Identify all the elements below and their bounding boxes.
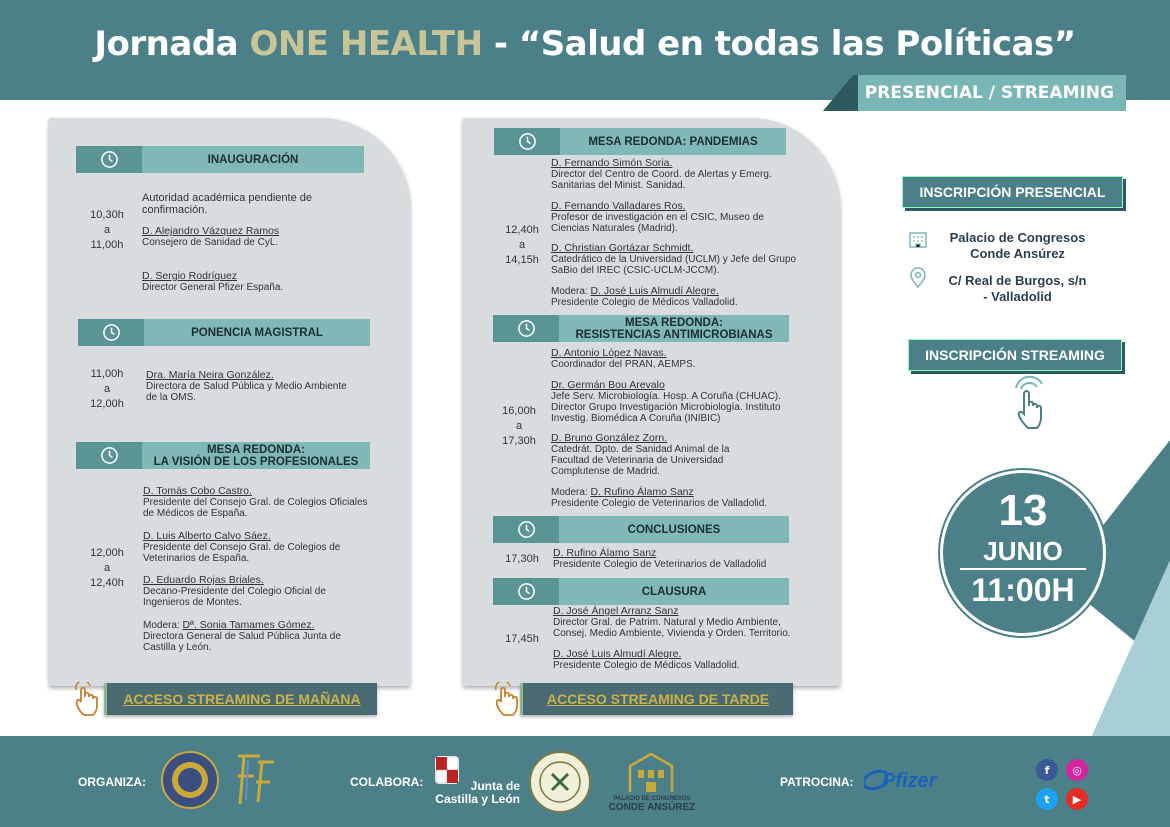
time-range: 16,00h a 17,30h (502, 405, 536, 447)
speaker-entry: Modera: Dª. Sonia Tamames Gómez. Directora General de Salud Pública Junta de Castilla y León. (143, 619, 341, 653)
afternoon-streaming-link[interactable]: ACCESO STREAMING DE TARDE (520, 683, 793, 715)
speaker-entry: D. Christian Gortázar Schmidt. Catedrático de la Universidad (UCLM) y Jefe del Grupo SaBio del IREC (CSIC-UCLM-JCCM). (551, 242, 797, 276)
location-pin-icon (908, 267, 928, 289)
clock-icon (493, 315, 559, 342)
junta-logo-text: Junta de Castilla y León (435, 779, 520, 806)
section-title: MESA REDONDA: LA VISIÓN DE LOS PROFESIONALES (142, 442, 370, 469)
organiza-label: ORGANIZA: (78, 775, 146, 789)
speaker-entry: D. Rufino Álamo Sanz Presidente Colegio de Veterinarios de Valladolid (553, 547, 767, 570)
time-range: 11,00h a 12,00h (90, 368, 124, 410)
speaker-entry: D. José Luis Almudí Alegre. Presidente Colegio de Médicos Valladolid. (553, 648, 740, 671)
facebook-icon[interactable]: f (1036, 759, 1058, 781)
speaker-entry: D. Eduardo Rojas Briales. Decano-Presidente del Colegio Oficial de Ingenieros de Montes. (143, 574, 326, 608)
speaker-entry: Dra. María Neira González. Directora de Salud Pública y Medio Ambiente de la OMS. (146, 369, 347, 403)
time-range: 17,30h (505, 553, 539, 565)
page-title: Jornada ONE HEALTH - “Salud en todas las Políticas” (94, 24, 1076, 64)
title-highlight: ONE HEALTH (249, 24, 483, 64)
time-range: 12,40h a 14,15h (505, 224, 539, 266)
section-title: MESA REDONDA: PANDEMIAS (560, 128, 786, 155)
palacio-logo-text: PALACIO DE CONGRESOS CONDE ANSÚREZ (608, 796, 696, 813)
clock-icon (76, 442, 142, 469)
patrocina-label: PATROCINA: (780, 775, 854, 789)
palacio-congresos-logo (626, 752, 676, 794)
time-range: 10,30h a 11,00h (90, 209, 124, 251)
time-range: 12,00h a 12,40h (90, 547, 124, 589)
section-title: PONENCIA MAGISTRAL (144, 319, 370, 346)
colabora-label: COLABORA: (350, 775, 424, 789)
speaker-entry: Autoridad académica pendiente de confirmación. (142, 192, 313, 216)
speaker-entry: D. José Ángel Arranz Sanz Director Gral. de Patrim. Natural y Medio Ambiente, Consej. Medio Ambiente, Vivienda y Orden. Territorio. (553, 605, 791, 639)
date-day: 13 (998, 486, 1048, 535)
speaker-entry: D. Tomás Cobo Castro. Presidente del Consejo Gral. de Colegios Oficiales de Médicos de España. (143, 485, 368, 519)
clock-icon (494, 128, 560, 155)
section-title: CONCLUSIONES (559, 516, 789, 543)
speaker-entry: D. Sergio Rodríguez Director General Pfizer España. (142, 270, 284, 293)
veterinary-college-logo (528, 750, 592, 814)
section-title: CLAUSURA (559, 578, 789, 605)
morning-streaming-link[interactable]: ACCESO STREAMING DE MAÑANA (104, 683, 377, 715)
medical-college-logo (160, 750, 220, 810)
date-hour: 11:00H (971, 572, 1075, 608)
streaming-registration-button[interactable]: INSCRIPCIÓN STREAMING (908, 339, 1122, 371)
time-range: 17,45h (505, 633, 539, 645)
speaker-entry: Dr. Germán Bou Arevalo Jefe Serv. Microbiología. Hosp. A Coruña (CHUAC). Director Grupo Investigación Microbiología. Instituto Investig. Biomédica A Coruña (INIBIC) (551, 379, 781, 424)
speaker-entry: D. Bruno González Zorn. Catedrát. Dpto. de Sanidad Animal de la Facultad de Veterinaria de Universidad Complutense de Madrid. (551, 432, 730, 477)
speaker-entry: D. Luis Alberto Calvo Sáez. Presidente del Consejo Gral. de Colegios de Veterinarios de España. (143, 530, 341, 564)
venue-address: C/ Real de Burgos, s/n - Valladolid (948, 273, 1087, 304)
section-title: MESA REDONDA: RESISTENCIAS ANTIMICROBIANAS (559, 315, 789, 342)
speaker-entry: D. Fernando Valladares Ros. Profesor de investigación en el CSIC, Museo de Ciencias Naturales (Madrid). (551, 200, 764, 234)
youtube-icon[interactable]: ▶ (1066, 788, 1088, 810)
organizer-logo (230, 752, 280, 808)
speaker-entry: D. Fernando Simón Soria. Director del Centro de Coord. de Alertas y Emerg. Sanitarias del Minist. Sanidad. (551, 157, 772, 191)
speaker-entry: Modera: D. Rufino Álamo Sanz Presidente Colegio de Veterinarios de Valladolid. (551, 486, 768, 509)
date-month: JUNIO (960, 536, 1086, 570)
hand-pointer-icon (1010, 374, 1052, 432)
instagram-icon[interactable]: ◎ (1066, 759, 1088, 781)
speaker-entry: Modera: D. José Luis Almudí Alegre. Presidente Colegio de Médicos Valladolid. (551, 285, 738, 308)
venue-name: Palacio de Congresos Conde Ansúrez (949, 230, 1086, 261)
speaker-entry: D. Antonio López Navas. Coordinador del PRAN, AEMPS. (551, 347, 696, 370)
in-person-registration-button[interactable]: INSCRIPCIÓN PRESENCIAL (902, 176, 1123, 208)
clock-icon (493, 516, 559, 543)
hand-pointer-icon (72, 682, 102, 718)
clock-icon (493, 578, 559, 605)
mode-banner: PRESENCIAL / STREAMING (858, 75, 1126, 111)
section-title: INAUGURACIÓN (142, 146, 364, 173)
hand-pointer-icon (492, 682, 522, 718)
clock-icon (78, 319, 144, 346)
twitter-icon[interactable]: t (1036, 788, 1058, 810)
clock-icon (76, 146, 142, 173)
speaker-entry: D. Alejandro Vázquez Ramos Consejero de Sanidad de CyL. (142, 225, 280, 248)
building-icon (908, 229, 928, 249)
pfizer-logo: Pfizer (882, 770, 937, 792)
